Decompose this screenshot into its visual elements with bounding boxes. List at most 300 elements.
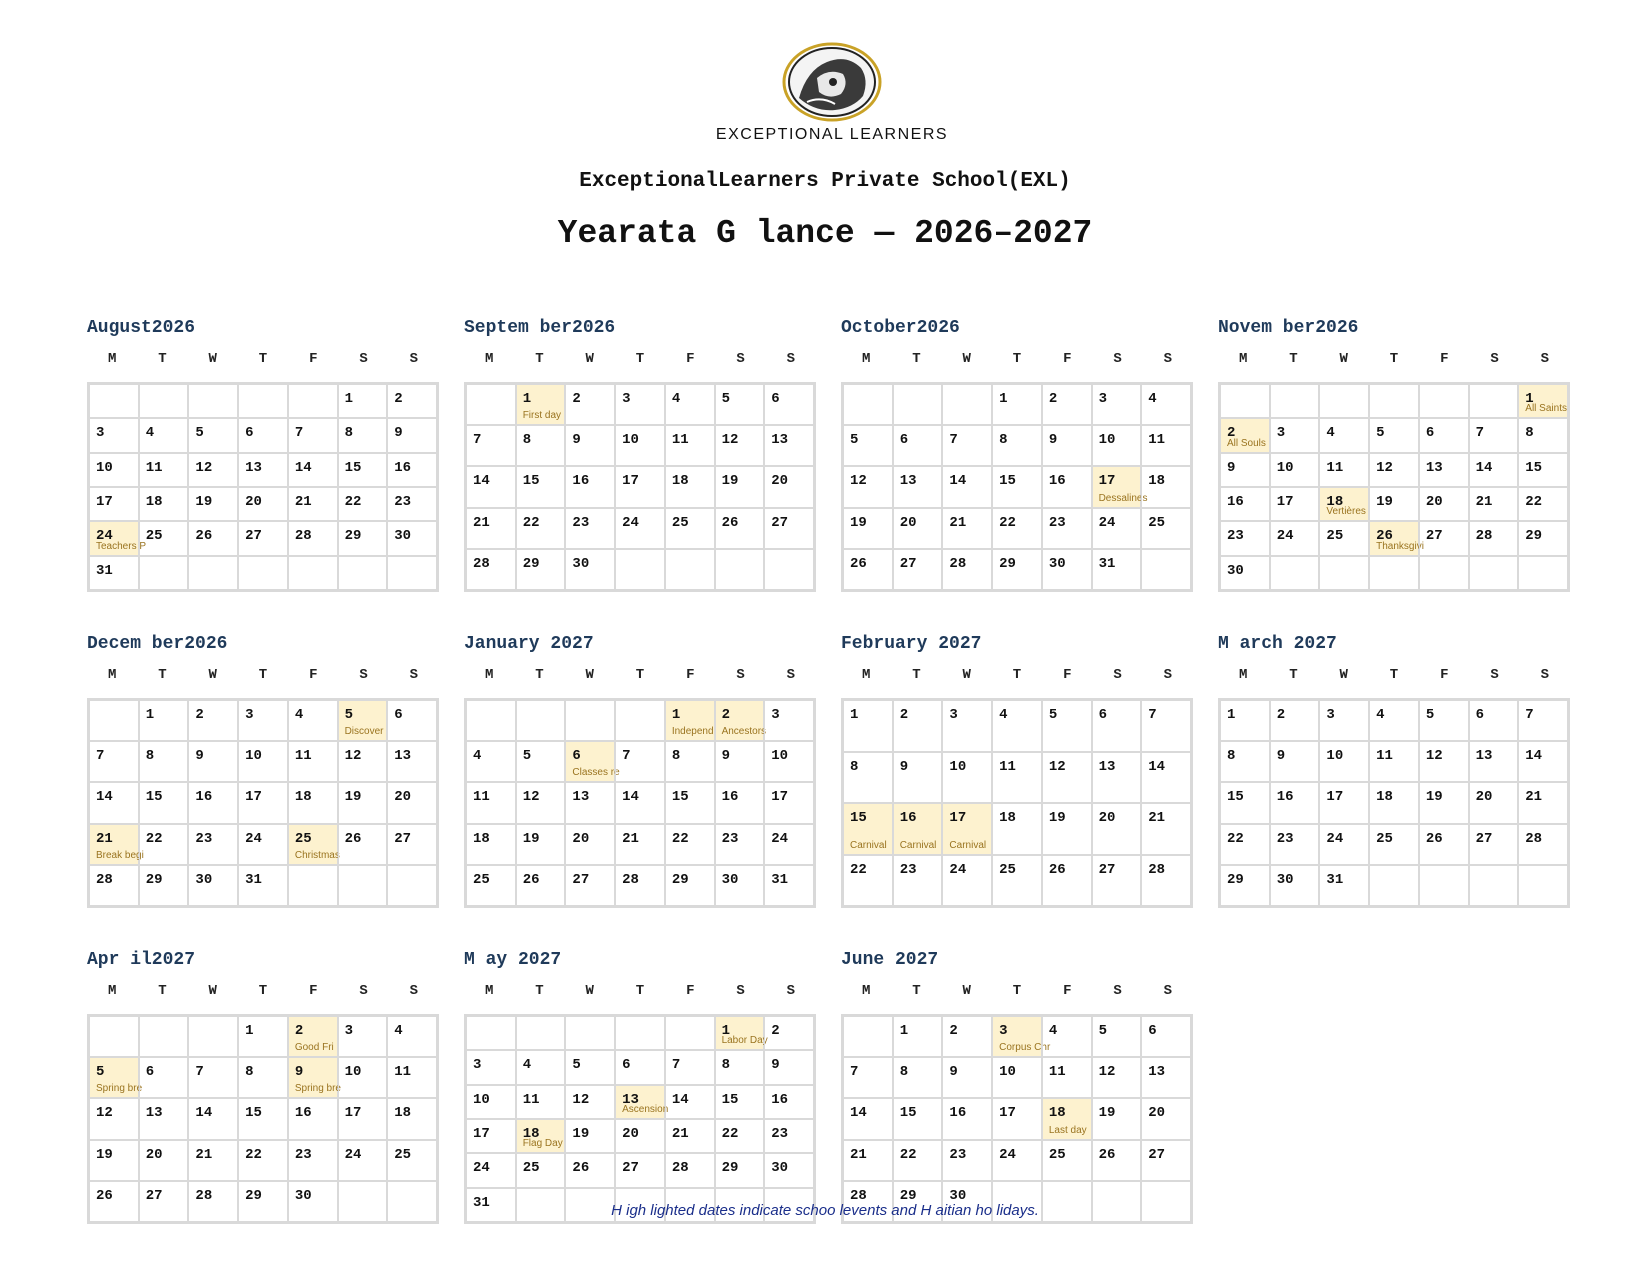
day-cell xyxy=(1270,521,1320,555)
day-number: 18 xyxy=(1376,789,1393,806)
weekday-label: S xyxy=(1490,351,1499,367)
day-number: 8 xyxy=(671,748,681,765)
day-number: 22 xyxy=(1227,830,1244,847)
day-number: 7 xyxy=(195,1064,204,1081)
day-cell xyxy=(1518,741,1568,782)
month-calendar xyxy=(87,632,439,908)
weekday-header xyxy=(1218,664,1570,686)
day-cell xyxy=(1518,453,1568,487)
day-cell xyxy=(516,1119,566,1153)
day-cell xyxy=(238,782,288,823)
day-cell xyxy=(893,1140,943,1181)
day-cell xyxy=(1042,425,1092,466)
day-cell xyxy=(188,418,238,452)
day-number: 26 xyxy=(1376,528,1393,545)
day-number: 12 xyxy=(344,748,362,765)
day-number: 10 xyxy=(999,1064,1016,1081)
weekday-label: T xyxy=(1389,667,1399,683)
day-number: 30 xyxy=(1048,555,1066,572)
day-number: 8 xyxy=(344,425,353,442)
day-cell xyxy=(565,782,615,823)
day-number: 8 xyxy=(999,432,1008,449)
day-number: 6 xyxy=(145,1064,155,1081)
weekday-label: S xyxy=(1490,667,1499,683)
weekday-header xyxy=(87,348,439,370)
day-number: 3 xyxy=(999,1023,1008,1039)
day-number: 5 xyxy=(721,391,730,407)
day-number: 2 xyxy=(195,707,204,723)
day-number: 16 xyxy=(195,789,213,806)
day-number: 1 xyxy=(1525,391,1534,407)
day-cell xyxy=(942,1057,992,1098)
day-cell xyxy=(764,741,814,782)
day-cell xyxy=(1141,855,1191,907)
day-number: 13 xyxy=(899,473,917,490)
month-grid xyxy=(1218,698,1570,908)
day-cell xyxy=(89,556,139,590)
day-number: 5 xyxy=(1098,1023,1107,1039)
day-number: 17 xyxy=(999,1105,1016,1122)
day-number: 6 xyxy=(1148,1023,1157,1039)
day-number: 4 xyxy=(1148,391,1157,407)
day-number: 23 xyxy=(1276,830,1294,847)
day-cell xyxy=(139,824,189,865)
day-number: 23 xyxy=(195,830,213,847)
day-number: 7 xyxy=(1525,707,1534,723)
day-number: 14 xyxy=(1148,758,1166,775)
day-cell xyxy=(1220,418,1270,452)
day-number: 25 xyxy=(999,861,1016,878)
day-number: 29 xyxy=(671,871,689,888)
weekday-label: W xyxy=(585,983,594,999)
day-cell xyxy=(238,1140,288,1181)
month-title: October2026 xyxy=(841,318,960,338)
day-number: 14 xyxy=(294,459,312,476)
day-number: 28 xyxy=(294,528,312,545)
weekday-label: T xyxy=(912,983,921,999)
empty-cell xyxy=(893,384,943,425)
day-cell xyxy=(715,1153,765,1187)
day-number: 15 xyxy=(145,789,163,806)
day-cell xyxy=(1092,1098,1142,1139)
day-cell xyxy=(1419,453,1469,487)
day-number: 19 xyxy=(195,493,213,510)
empty-cell xyxy=(942,384,992,425)
weekday-label: T xyxy=(1012,983,1022,999)
day-cell xyxy=(565,508,615,549)
day-cell xyxy=(1141,803,1191,855)
empty-cell xyxy=(89,384,139,418)
day-cell xyxy=(466,865,516,906)
day-cell xyxy=(338,1057,388,1098)
day-cell xyxy=(139,700,189,741)
day-number: 12 xyxy=(1048,758,1066,775)
day-cell xyxy=(665,1050,715,1084)
weekday-header xyxy=(841,348,1193,370)
weekday-header xyxy=(1218,348,1570,370)
day-number: 19 xyxy=(522,830,540,847)
day-cell xyxy=(665,466,715,507)
empty-cell xyxy=(615,549,665,590)
weekday-label: W xyxy=(208,667,217,683)
day-cell xyxy=(992,1098,1042,1139)
day-cell xyxy=(516,384,566,425)
day-number: 13 xyxy=(572,789,590,806)
day-cell xyxy=(665,1153,715,1187)
day-number: 12 xyxy=(1098,1064,1116,1081)
day-cell xyxy=(1469,521,1519,555)
day-number: 31 xyxy=(96,562,113,579)
day-number: 28 xyxy=(671,1160,689,1177)
day-cell xyxy=(466,1085,516,1119)
day-cell xyxy=(89,782,139,823)
day-number: 22 xyxy=(899,1146,917,1163)
day-cell xyxy=(715,824,765,865)
day-number: 12 xyxy=(850,473,867,490)
weekday-label: T xyxy=(158,667,167,683)
day-number: 6 xyxy=(572,748,581,765)
day-number: 12 xyxy=(96,1105,113,1122)
day-number: 21 xyxy=(850,1146,867,1163)
day-number: 18 xyxy=(671,473,689,490)
day-cell xyxy=(1369,418,1419,452)
day-number: 13 xyxy=(622,1091,639,1108)
day-cell xyxy=(942,1140,992,1181)
weekday-label: M xyxy=(1238,667,1248,683)
day-cell xyxy=(1270,487,1320,521)
day-cell xyxy=(1042,700,1092,752)
empty-cell xyxy=(338,556,388,590)
day-number: 23 xyxy=(721,830,739,847)
day-number: 5 xyxy=(850,432,859,449)
day-number: 15 xyxy=(850,810,867,826)
day-number: 19 xyxy=(344,789,362,806)
weekday-label: F xyxy=(1063,351,1072,367)
day-cell xyxy=(843,700,893,752)
day-cell xyxy=(387,1057,437,1098)
day-cell xyxy=(1469,824,1519,865)
day-number: 5 xyxy=(344,707,353,723)
day-number: 14 xyxy=(622,789,639,806)
day-number: 14 xyxy=(1525,748,1543,765)
day-cell xyxy=(1419,741,1469,782)
day-cell xyxy=(1042,466,1092,507)
day-cell xyxy=(516,1050,566,1084)
day-number: 25 xyxy=(522,1160,540,1177)
day-cell xyxy=(139,418,189,452)
day-number: 19 xyxy=(1376,493,1393,510)
day-number: 10 xyxy=(1098,432,1116,449)
day-cell xyxy=(1270,453,1320,487)
day-cell xyxy=(516,508,566,549)
day-number: 29 xyxy=(522,555,540,572)
day-number: 25 xyxy=(1148,514,1166,531)
day-number: 6 xyxy=(771,391,780,407)
day-cell xyxy=(665,384,715,425)
event-label: Last day xyxy=(1048,1124,1087,1136)
day-number: 15 xyxy=(1525,459,1543,476)
day-number: 11 xyxy=(145,459,163,476)
day-cell xyxy=(288,741,338,782)
weekday-label: S xyxy=(786,351,796,367)
day-number: 4 xyxy=(522,1057,532,1074)
month-grid xyxy=(87,1014,439,1224)
day-cell xyxy=(1220,700,1270,741)
day-cell xyxy=(615,1085,669,1119)
day-cell xyxy=(1369,782,1419,823)
day-cell xyxy=(992,1140,1042,1181)
day-number: 5 xyxy=(1048,707,1058,723)
day-number: 26 xyxy=(721,514,739,531)
day-number: 1 xyxy=(145,707,155,723)
day-number: 4 xyxy=(145,425,155,442)
day-cell xyxy=(1270,418,1320,452)
event-label: Teachers P xyxy=(96,540,147,552)
day-number: 6 xyxy=(394,707,403,723)
day-cell xyxy=(665,865,715,906)
day-cell xyxy=(1319,700,1369,741)
day-number: 12 xyxy=(572,1091,590,1108)
weekday-label: S xyxy=(359,667,368,683)
day-number: 27 xyxy=(572,871,590,888)
month-calendar xyxy=(841,316,1193,592)
event-label: Thanksgivi xyxy=(1376,540,1424,552)
day-number: 22 xyxy=(522,514,540,531)
day-cell xyxy=(715,1016,768,1050)
day-number: 19 xyxy=(721,473,739,490)
day-cell xyxy=(1419,824,1469,865)
day-cell xyxy=(288,521,338,555)
day-number: 20 xyxy=(1475,789,1493,806)
empty-cell xyxy=(615,1016,665,1050)
day-number: 1 xyxy=(999,391,1008,407)
day-number: 9 xyxy=(899,758,909,775)
month-calendar xyxy=(1218,316,1570,592)
day-number: 17 xyxy=(344,1105,362,1122)
day-cell xyxy=(942,1098,992,1139)
weekday-header xyxy=(841,980,1193,1002)
day-number: 26 xyxy=(195,528,213,545)
day-number: 16 xyxy=(1276,789,1294,806)
empty-cell xyxy=(387,865,437,906)
day-number: 16 xyxy=(771,1091,789,1108)
day-number: 25 xyxy=(671,514,689,531)
day-cell xyxy=(1369,824,1419,865)
day-cell xyxy=(1319,865,1369,906)
weekday-label: W xyxy=(962,983,971,999)
empty-cell xyxy=(1141,549,1191,590)
weekday-label: T xyxy=(912,351,921,367)
day-number: 11 xyxy=(1326,459,1344,476)
day-number: 23 xyxy=(294,1146,312,1163)
weekday-label: S xyxy=(1113,667,1122,683)
day-number: 21 xyxy=(294,493,312,510)
day-number: 27 xyxy=(394,830,412,847)
weekday-label: S xyxy=(1540,667,1550,683)
day-cell xyxy=(843,549,893,590)
day-number: 22 xyxy=(999,514,1016,531)
empty-cell xyxy=(665,1016,715,1050)
day-cell xyxy=(188,865,238,906)
day-number: 9 xyxy=(721,748,730,765)
day-number: 4 xyxy=(1326,425,1335,442)
day-number: 2 xyxy=(949,1023,958,1039)
day-cell xyxy=(238,487,288,521)
weekday-label: S xyxy=(409,983,419,999)
day-number: 31 xyxy=(1326,871,1344,888)
day-cell xyxy=(288,418,338,452)
day-cell xyxy=(238,1016,288,1057)
day-cell xyxy=(139,521,189,555)
day-cell xyxy=(992,752,1042,804)
day-number: 26 xyxy=(572,1160,590,1177)
day-cell xyxy=(615,425,665,466)
day-number: 7 xyxy=(622,748,631,765)
day-number: 22 xyxy=(145,830,163,847)
weekday-label: T xyxy=(912,667,921,683)
day-number: 4 xyxy=(999,707,1008,723)
day-cell xyxy=(1220,556,1270,590)
month-calendar xyxy=(87,948,439,1224)
day-number: 20 xyxy=(1148,1105,1166,1122)
day-cell xyxy=(1092,803,1142,855)
day-number: 22 xyxy=(721,1125,739,1142)
day-cell xyxy=(387,418,437,452)
day-number: 1 xyxy=(671,707,681,723)
empty-cell xyxy=(89,1016,139,1057)
day-number: 16 xyxy=(721,789,739,806)
day-cell xyxy=(288,453,338,487)
day-cell xyxy=(139,741,189,782)
day-number: 3 xyxy=(949,707,958,723)
event-label: Labor Day xyxy=(721,1035,768,1047)
day-cell xyxy=(1092,466,1148,507)
day-number: 12 xyxy=(1425,748,1443,765)
empty-cell xyxy=(665,549,715,590)
day-cell xyxy=(1092,1057,1142,1098)
weekday-label: W xyxy=(585,351,594,367)
day-cell xyxy=(1141,1016,1191,1057)
day-number: 10 xyxy=(622,432,639,449)
day-cell xyxy=(764,508,814,549)
day-number: 5 xyxy=(522,748,532,765)
weekday-label: F xyxy=(1440,667,1449,683)
weekday-label: S xyxy=(1163,983,1173,999)
empty-cell xyxy=(139,384,189,418)
weekday-label: M xyxy=(484,667,494,683)
day-cell xyxy=(843,508,893,549)
weekday-label: M xyxy=(861,667,871,683)
day-number: 15 xyxy=(522,473,540,490)
day-cell xyxy=(1469,487,1519,521)
weekday-label: M xyxy=(484,983,494,999)
event-label: Vertières xyxy=(1326,506,1366,518)
day-number: 22 xyxy=(671,830,689,847)
day-number: 2 xyxy=(572,391,581,407)
empty-cell xyxy=(139,556,189,590)
day-number: 12 xyxy=(195,459,213,476)
day-number: 14 xyxy=(96,789,113,806)
day-number: 28 xyxy=(1148,861,1166,878)
day-cell xyxy=(1319,453,1369,487)
day-cell xyxy=(288,700,338,741)
day-cell xyxy=(139,1140,189,1181)
day-cell xyxy=(338,1016,388,1057)
day-cell xyxy=(1369,741,1419,782)
weekday-label: W xyxy=(1339,351,1348,367)
day-cell xyxy=(387,521,437,555)
weekday-label: S xyxy=(409,351,419,367)
day-number: 14 xyxy=(671,1091,689,1108)
day-cell xyxy=(615,1050,665,1084)
empty-cell xyxy=(1518,865,1568,906)
day-cell xyxy=(238,1057,288,1098)
day-cell xyxy=(1141,700,1191,752)
day-cell xyxy=(188,521,238,555)
day-cell xyxy=(715,782,765,823)
day-cell xyxy=(387,1140,437,1181)
day-number: 15 xyxy=(344,459,362,476)
day-cell xyxy=(338,700,388,741)
day-cell xyxy=(89,741,139,782)
empty-cell xyxy=(843,1016,893,1057)
empty-cell xyxy=(1220,384,1270,418)
day-number: 29 xyxy=(145,871,163,888)
day-cell xyxy=(1141,752,1191,804)
month-title: Novem ber2026 xyxy=(1218,318,1359,338)
empty-cell xyxy=(1369,865,1419,906)
day-number: 20 xyxy=(1425,493,1443,510)
day-number: 24 xyxy=(1326,830,1344,847)
day-number: 22 xyxy=(245,1146,262,1163)
day-number: 19 xyxy=(850,514,867,531)
weekday-label: S xyxy=(786,983,796,999)
day-cell xyxy=(387,487,437,521)
day-cell xyxy=(338,824,388,865)
day-number: 19 xyxy=(1425,789,1443,806)
day-cell xyxy=(188,782,238,823)
weekday-label: M xyxy=(107,351,117,367)
day-cell xyxy=(942,508,992,549)
month-title: January 2027 xyxy=(464,634,594,654)
day-number: 27 xyxy=(622,1160,639,1177)
day-cell xyxy=(843,1140,893,1181)
day-number: 18 xyxy=(1148,473,1166,490)
weekday-label: T xyxy=(258,351,268,367)
day-cell xyxy=(1092,1140,1142,1181)
day-cell xyxy=(843,1098,893,1139)
day-number: 10 xyxy=(245,748,262,765)
event-label: Carnival xyxy=(850,839,887,851)
day-number: 8 xyxy=(245,1064,254,1081)
empty-cell xyxy=(843,384,893,425)
day-number: 15 xyxy=(999,473,1016,490)
month-calendar xyxy=(464,948,816,1224)
day-cell xyxy=(139,453,189,487)
weekday-label: T xyxy=(535,667,544,683)
weekday-label: T xyxy=(258,983,268,999)
day-number: 9 xyxy=(1227,459,1236,476)
weekday-label: T xyxy=(158,351,167,367)
day-cell xyxy=(764,782,814,823)
day-number: 29 xyxy=(721,1160,739,1177)
day-number: 31 xyxy=(1098,555,1116,572)
day-cell xyxy=(466,425,516,466)
day-cell xyxy=(942,803,992,855)
day-number: 3 xyxy=(771,707,780,723)
day-cell xyxy=(1469,741,1519,782)
day-cell xyxy=(466,508,516,549)
